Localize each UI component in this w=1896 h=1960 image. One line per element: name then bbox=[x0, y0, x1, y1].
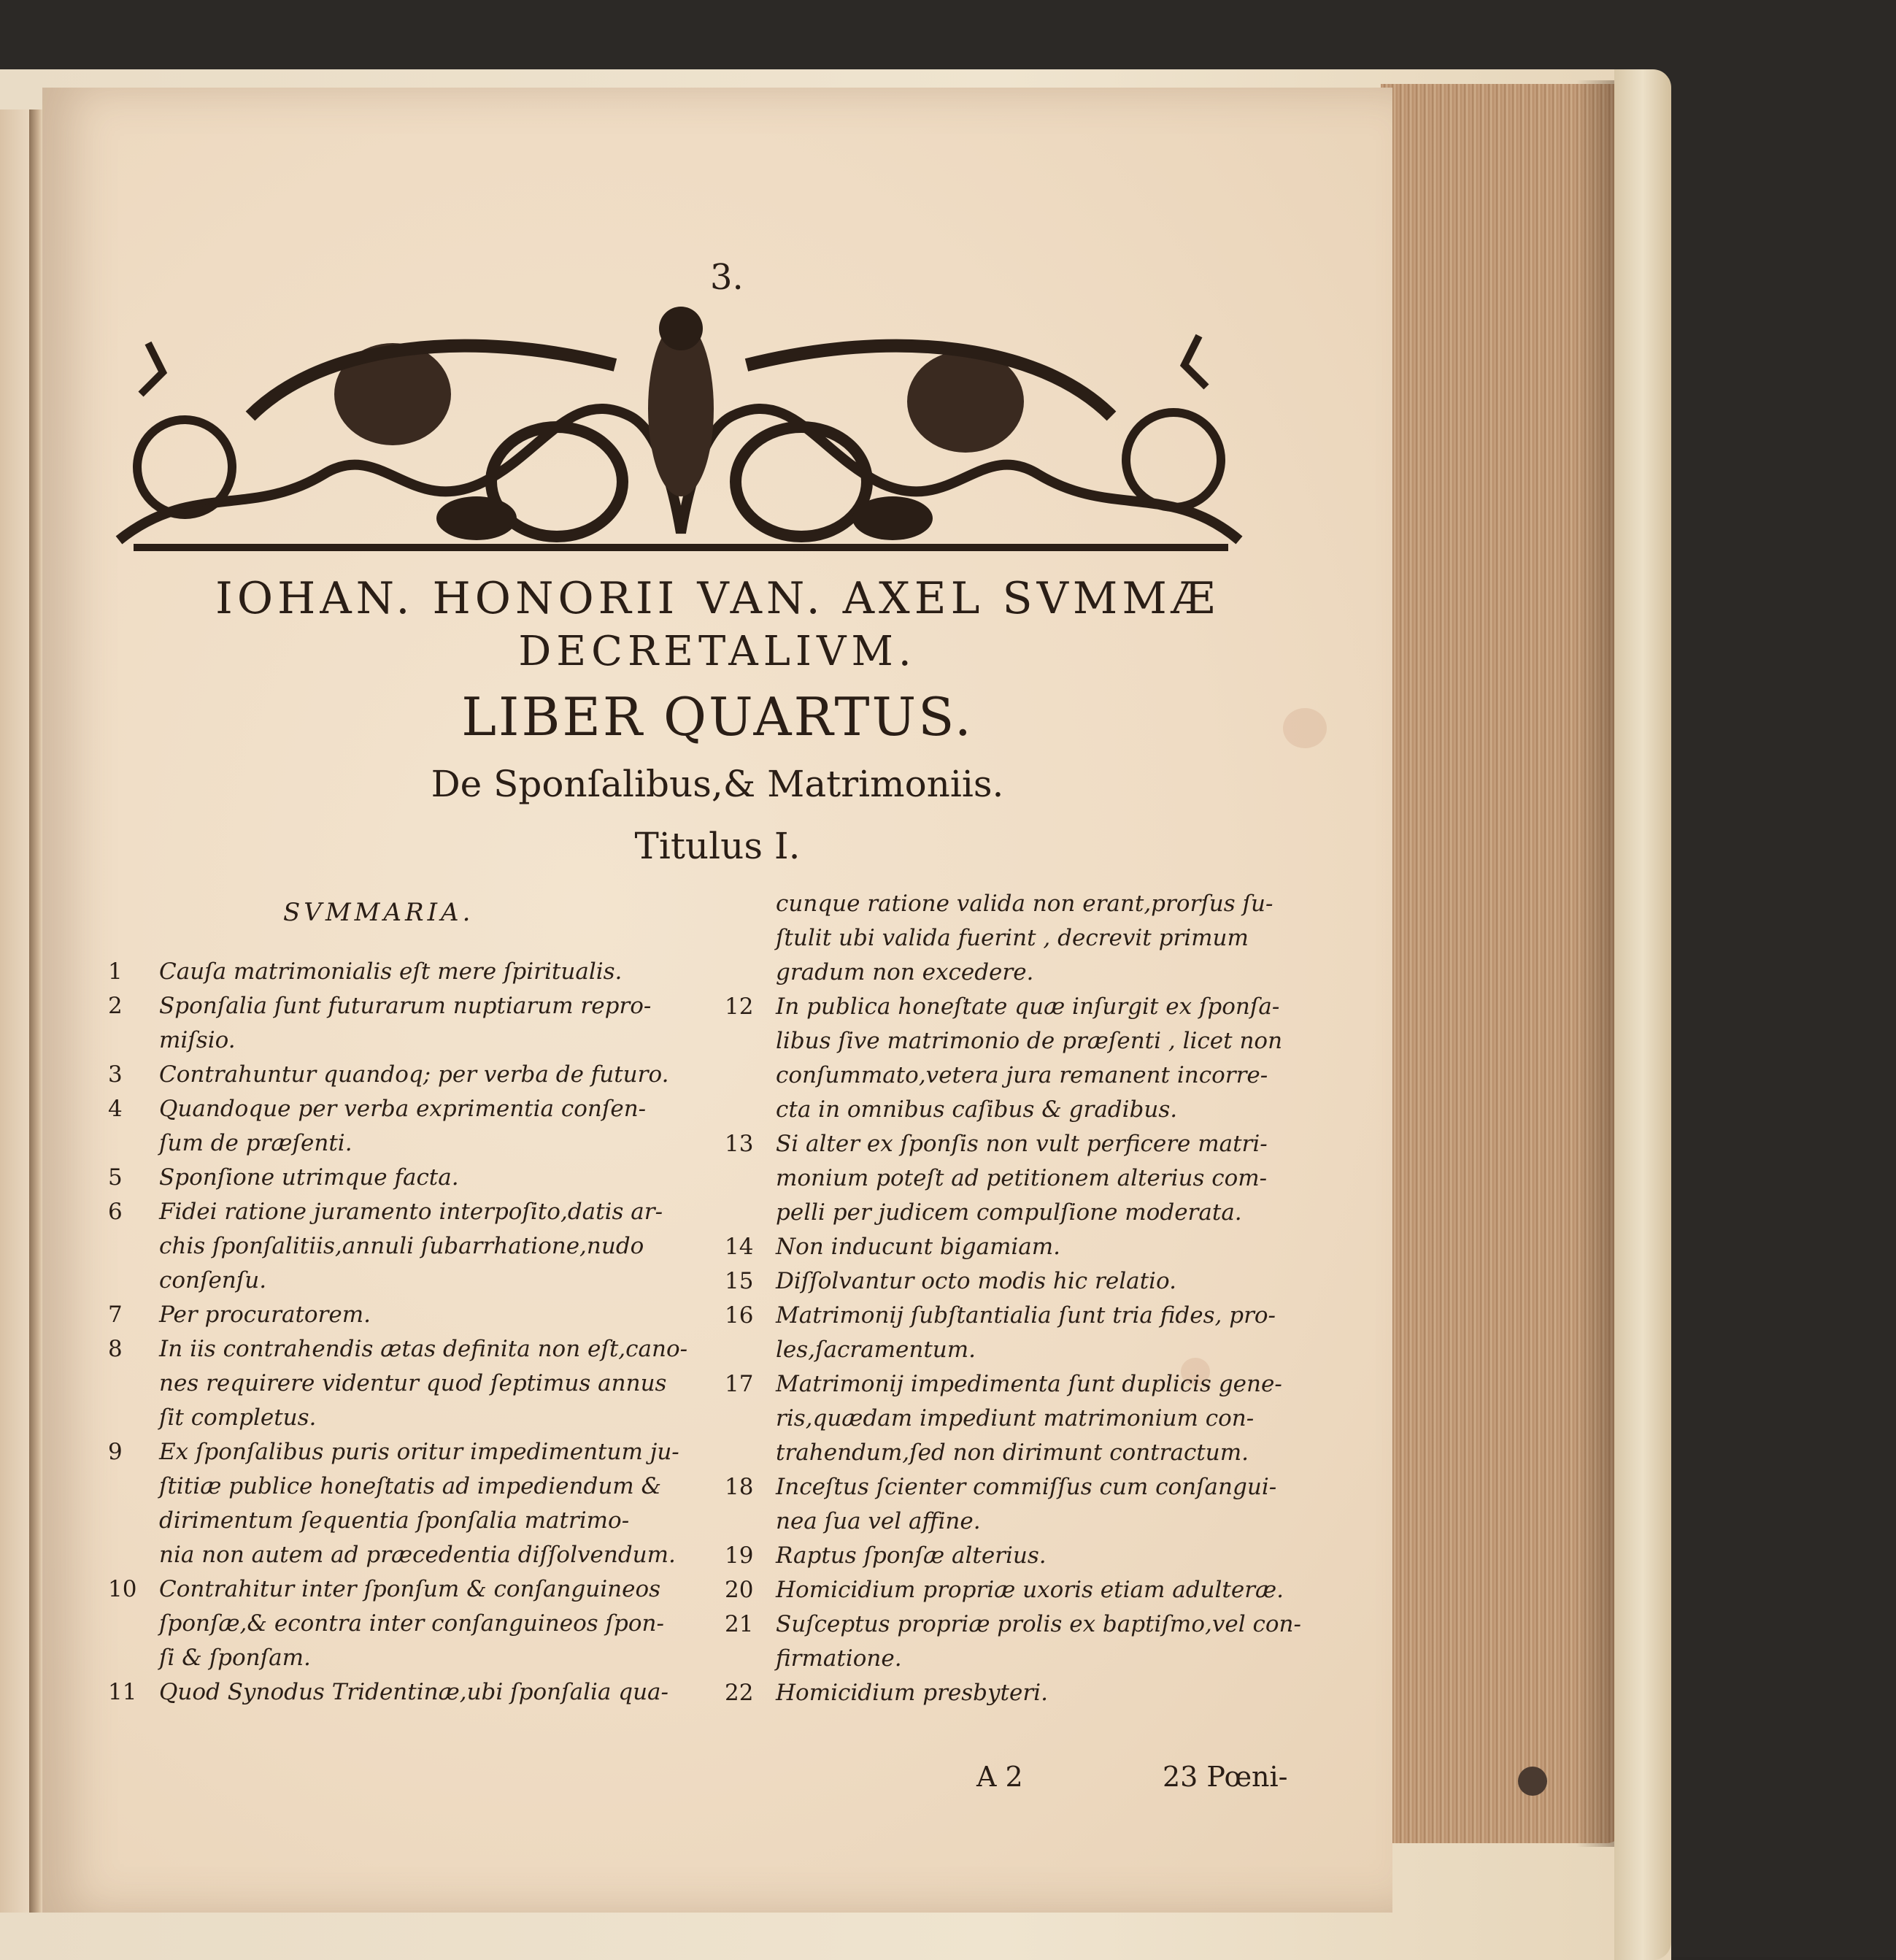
summary-item-number: 16 bbox=[725, 1302, 754, 1329]
summary-item-number: 6 bbox=[108, 1199, 123, 1225]
summary-item-line: ſponſæ,& econtra inter conſanguineos ſpon- bbox=[159, 1610, 664, 1637]
summary-item-line: Matrimonij ſubſtantialia ſunt tria fides, pro- bbox=[776, 1302, 1276, 1329]
summary-item bbox=[725, 1230, 1287, 1264]
summaria-heading: SVMMARIA. bbox=[283, 898, 474, 927]
summary-item-number: 20 bbox=[725, 1577, 754, 1603]
summary-item bbox=[108, 1298, 721, 1332]
summary-item-number: 14 bbox=[725, 1234, 754, 1260]
summary-item-line: Si alter ex ſponſis non vult perficere matri- bbox=[776, 1131, 1268, 1157]
summary-column-left bbox=[108, 955, 721, 1710]
summary-item-number: 18 bbox=[725, 1474, 754, 1500]
summary-item-line: conſenſu. bbox=[159, 1267, 267, 1294]
summary-item-line: Inceſtus ſcienter commiſſus cum conſangui- bbox=[776, 1474, 1277, 1500]
summary-item bbox=[725, 887, 1287, 990]
summary-item-line: ſtulit ubi valida fuerint , decrevit primum bbox=[776, 925, 1249, 951]
book-gutter bbox=[29, 109, 42, 1913]
summary-item-line: Quod Synodus Tridentinæ,ubi ſponſalia qua- bbox=[159, 1679, 668, 1705]
summary-item-number: 21 bbox=[725, 1611, 754, 1637]
title-line-1: IOHAN. HONORII VAN. AXEL SVMMÆ bbox=[215, 573, 1219, 624]
summary-item bbox=[725, 1367, 1287, 1470]
summary-item-line: Raptus ſponſæ alterius. bbox=[776, 1542, 1047, 1569]
summary-item bbox=[725, 1607, 1301, 1676]
summary-item-line: Sponſione utrimque facta. bbox=[159, 1164, 459, 1191]
summary-item-line: Cauſa matrimonialis eſt mere ſpiritualis. bbox=[159, 958, 623, 985]
summary-item-line: firmatione. bbox=[776, 1645, 902, 1672]
summary-item bbox=[108, 1332, 721, 1435]
title-line-2: DECRETALIVM. bbox=[518, 628, 917, 675]
summary-item-line: In publica honeſtate quæ inſurgit ex ſponſa- bbox=[776, 994, 1280, 1020]
summary-item-number: 11 bbox=[108, 1679, 137, 1705]
summary-item-line: Non inducunt bigamiam. bbox=[776, 1234, 1061, 1260]
summary-item-line: nes requirere videntur quod ſeptimus annus bbox=[159, 1370, 667, 1396]
catchword: 23 Pœni- bbox=[1163, 1761, 1288, 1793]
book-heading: LIBER QUARTUS. bbox=[461, 686, 974, 748]
summary-item-line: trahendum,ſed non dirimunt contractum. bbox=[776, 1440, 1249, 1466]
summary-item-number: 3 bbox=[108, 1061, 123, 1088]
summary-item bbox=[725, 1470, 1287, 1539]
summary-item bbox=[108, 1675, 721, 1710]
summary-item-number: 12 bbox=[725, 994, 754, 1020]
summary-item bbox=[108, 1161, 721, 1195]
summary-item bbox=[725, 990, 1287, 1127]
summary-item-number: 5 bbox=[108, 1164, 123, 1191]
summary-item bbox=[108, 989, 721, 1058]
woodcut-ornament-icon bbox=[104, 299, 1254, 558]
summary-item-number: 13 bbox=[725, 1131, 754, 1157]
summary-item-number: 15 bbox=[725, 1268, 754, 1294]
signature-mark: A 2 bbox=[976, 1761, 1023, 1793]
summary-item bbox=[108, 1058, 721, 1092]
titulus-heading: Titulus I. bbox=[634, 825, 801, 867]
summary-item-number: 2 bbox=[108, 993, 123, 1019]
back-board bbox=[1614, 69, 1671, 1960]
ink-blot bbox=[1518, 1767, 1547, 1796]
summary-item-number: 4 bbox=[108, 1096, 123, 1122]
summary-item-line: Contrahitur inter ſponſum & conſanguineos bbox=[159, 1576, 661, 1602]
summary-item-number: 8 bbox=[108, 1336, 123, 1362]
summary-item-line: Homicidium propriæ uxoris etiam adulteræ. bbox=[776, 1577, 1284, 1603]
summary-item bbox=[725, 1539, 1287, 1573]
summary-item-line: cta in omnibus caſibus & gradibus. bbox=[776, 1096, 1178, 1123]
summary-item-line: Homicidium presbyteri. bbox=[776, 1680, 1048, 1706]
left-page-edge bbox=[0, 109, 32, 1913]
summary-item-line: Contrahuntur quandoq; per verba de futuro. bbox=[159, 1061, 669, 1088]
summary-item-line: Diſſolvantur octo modis hic relatio. bbox=[776, 1268, 1176, 1294]
summary-item-line: pelli per judicem compulſione moderata. bbox=[776, 1199, 1242, 1226]
summary-item-number: 10 bbox=[108, 1576, 137, 1602]
summary-item-line: cunque ratione valida non erant,prorſus ſu- bbox=[776, 891, 1273, 917]
summary-item-line: Fidei ratione juramento interpoſito,datis ar- bbox=[159, 1199, 663, 1225]
summary-item bbox=[725, 1573, 1287, 1607]
summary-item-line: libus ſive matrimonio de præſenti , licet non bbox=[776, 1028, 1283, 1054]
summary-item bbox=[108, 1435, 721, 1572]
summary-item-line: ſi & ſponſam. bbox=[159, 1645, 311, 1671]
summary-item bbox=[108, 1572, 721, 1675]
summary-item-line: Sponſalia ſunt futurarum nuptiarum repro- bbox=[159, 993, 652, 1019]
summary-item bbox=[725, 1264, 1287, 1299]
summary-item-line: Matrimonij impedimenta ſunt duplicis gene- bbox=[776, 1371, 1282, 1397]
summary-item-line: Quandoque per verba exprimentia conſen- bbox=[159, 1096, 647, 1122]
summary-item-line: chis ſponſalitiis,annuli ſubarrhatione,nudo bbox=[159, 1233, 644, 1259]
summary-column-right bbox=[725, 887, 1301, 1710]
summary-item-line: ſum de præſenti. bbox=[159, 1130, 352, 1156]
fore-edge-shadow bbox=[1576, 80, 1620, 1847]
summary-item-line: gradum non excedere. bbox=[776, 959, 1034, 985]
summary-item bbox=[108, 1195, 721, 1298]
summary-item-number: 9 bbox=[108, 1439, 123, 1465]
summary-item-line: ris,quædam impediunt matrimonium con- bbox=[776, 1405, 1255, 1431]
summary-item-line: Ex ſponſalibus puris oritur impedimentum ju- bbox=[159, 1439, 679, 1465]
book-page bbox=[42, 88, 1392, 1913]
summary-item-line: In iis contrahendis ætas definita non eſt,cano- bbox=[159, 1336, 688, 1362]
summary-item-line: Suſceptus propriæ prolis ex baptiſmo,vel con- bbox=[776, 1611, 1301, 1637]
summary-item bbox=[725, 1299, 1287, 1367]
subject-heading: De Sponſalibus,& Matrimoniis. bbox=[431, 763, 1004, 805]
summary-item-line: nia non autem ad præcedentia diſſolvendum. bbox=[159, 1542, 676, 1568]
summary-item-number: 1 bbox=[108, 958, 123, 985]
summary-item bbox=[725, 1676, 1287, 1710]
summary-item bbox=[725, 1127, 1287, 1230]
summary-item bbox=[108, 1092, 721, 1161]
summary-item-line: ſit completus. bbox=[159, 1404, 317, 1431]
summary-item-line: miſsio. bbox=[159, 1027, 236, 1053]
summary-item-line: les,ſacramentum. bbox=[776, 1337, 976, 1363]
summary-item-number: 17 bbox=[725, 1371, 754, 1397]
summary-item-number: 19 bbox=[725, 1542, 754, 1569]
summary-item-number: 22 bbox=[725, 1680, 754, 1706]
page-number: 3. bbox=[710, 257, 744, 298]
summary-item-line: nea ſua vel affine. bbox=[776, 1508, 981, 1534]
summary-item-line: dirimentum ſequentia ſponſalia matrimo- bbox=[159, 1507, 630, 1534]
summary-item-line: conſummato,vetera jura remanent incorre- bbox=[776, 1062, 1268, 1088]
summary-item-line: monium poteſt ad petitionem alterius com- bbox=[776, 1165, 1268, 1191]
summary-item-line: Per procuratorem. bbox=[159, 1302, 371, 1328]
summary-item-line: ſtitiæ publice honeſtatis ad impediendum & bbox=[159, 1473, 662, 1499]
summary-item-number: 7 bbox=[108, 1302, 123, 1328]
summary-item bbox=[108, 955, 721, 989]
